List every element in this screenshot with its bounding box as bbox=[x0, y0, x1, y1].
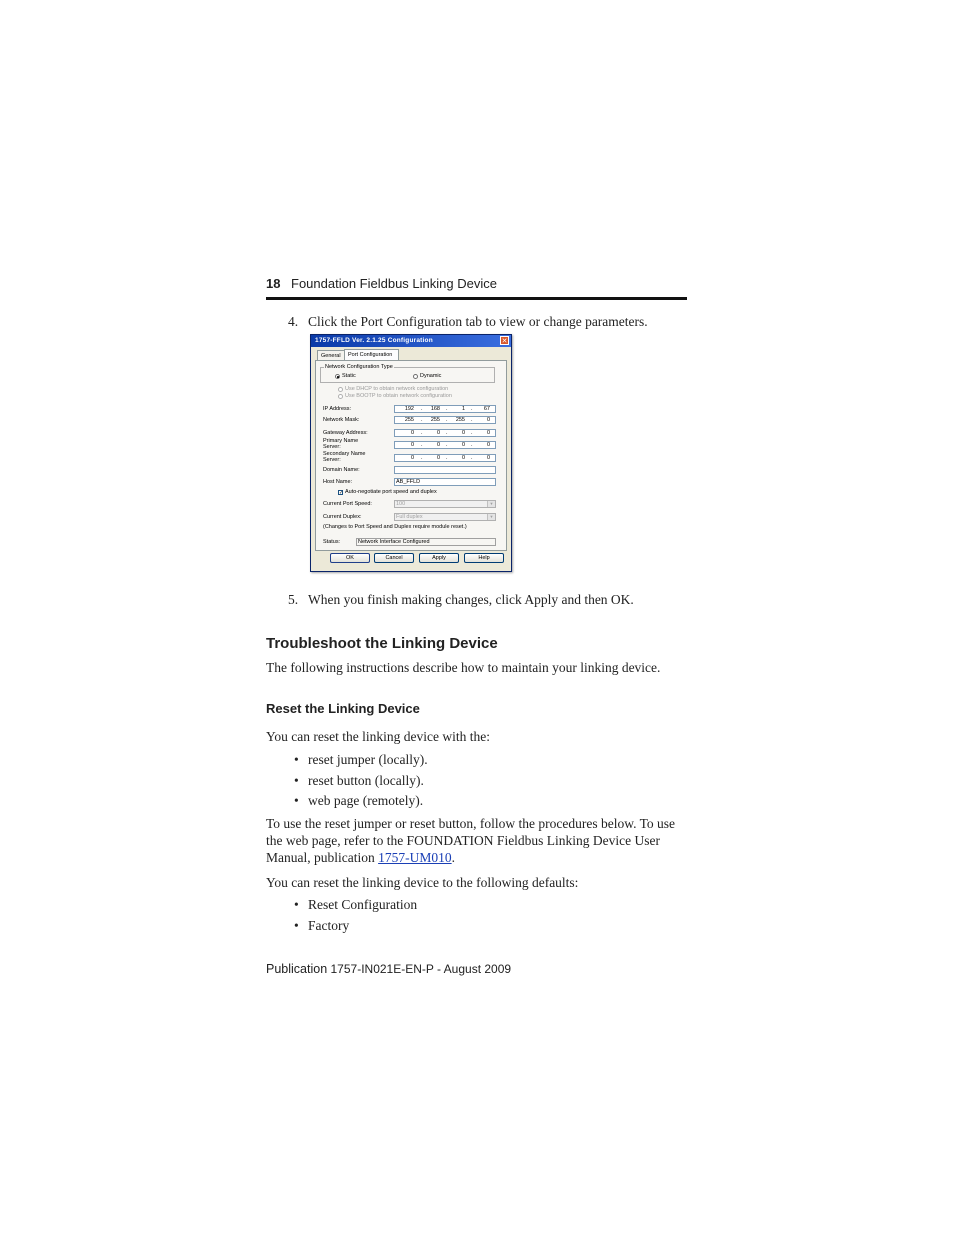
sdns-octet-1: 0 bbox=[410, 455, 414, 461]
reset-paragraph bbox=[266, 815, 691, 866]
help-button[interactable]: Help bbox=[464, 553, 504, 563]
network-type-group-label: Network Configuration Type bbox=[325, 364, 393, 370]
dhcp-label: Use DHCP to obtain network configuration bbox=[345, 386, 449, 392]
gw-octet-3: 0 bbox=[461, 430, 465, 436]
step-4-text: Click the Port Configuration tab to view or change parameters. bbox=[308, 314, 648, 329]
pdns-octet-1: 0 bbox=[410, 442, 414, 448]
secondary-dns-field[interactable]: 0 . 0 . 0 . 0 bbox=[394, 454, 496, 462]
reset-intro: You can reset the linking device with the: bbox=[266, 729, 490, 744]
primary-dns-label-line2: Server: bbox=[323, 443, 341, 450]
host-name-label: Host Name: bbox=[323, 479, 353, 485]
duplex-label: Current Duplex: bbox=[323, 514, 362, 520]
bootp-radio[interactable] bbox=[338, 394, 343, 399]
port-speed-select[interactable] bbox=[394, 500, 496, 508]
step-5 bbox=[288, 591, 634, 608]
user-manual-link[interactable]: 1757-UM010 bbox=[378, 850, 452, 865]
primary-dns-label bbox=[323, 439, 358, 450]
chevron-down-icon: ▼ bbox=[487, 514, 495, 520]
section-intro: The following instructions describe how to maintain your linking device. bbox=[266, 660, 661, 675]
reset-paragraph-end: . bbox=[451, 850, 455, 865]
reset-note: (Changes to Port Speed and Duplex require module reset.) bbox=[323, 524, 467, 530]
primary-dns-label-line1: Primary Name bbox=[323, 438, 359, 444]
cancel-button[interactable]: Cancel bbox=[374, 553, 414, 563]
mask-octet-3: 255 bbox=[455, 417, 465, 423]
reset-paragraph-text: To use the reset jumper or reset button, follow the procedures below. To use the web page, refer to the FOUNDATION Fieldbus Linking Device User Manual, publication bbox=[266, 816, 676, 865]
list-item: • reset jumper (locally). bbox=[294, 751, 428, 772]
list-item: • Reset Configuration bbox=[294, 896, 417, 917]
header-rule bbox=[266, 297, 687, 300]
mask-octet-1: 255 bbox=[404, 417, 414, 423]
dynamic-radio[interactable] bbox=[413, 374, 418, 379]
ip-address-label: IP Address: bbox=[323, 406, 352, 412]
gw-octet-2: 0 bbox=[436, 430, 440, 436]
mask-octet-2: 255 bbox=[430, 417, 440, 423]
static-radio[interactable] bbox=[335, 374, 340, 379]
defaults-intro: You can reset the linking device to the following defaults: bbox=[266, 875, 579, 890]
pdns-octet-2: 0 bbox=[436, 442, 440, 448]
domain-name-input[interactable] bbox=[394, 466, 496, 474]
list-item: • reset button (locally). bbox=[294, 772, 428, 793]
ok-button[interactable]: OK bbox=[330, 553, 370, 563]
subsection-title: Reset the Linking Device bbox=[266, 701, 420, 716]
reset-methods-list bbox=[294, 751, 428, 813]
gateway-field[interactable]: 0 . 0 . 0 . 0 bbox=[394, 429, 496, 437]
list-item: • Factory bbox=[294, 917, 417, 938]
pdns-octet-4: 0 bbox=[486, 442, 490, 448]
ip-octet-1: 192 bbox=[404, 406, 414, 412]
dialog-titlebar bbox=[311, 335, 511, 347]
defaults-list bbox=[294, 896, 417, 937]
publication-id: 1757-IN021E-EN-P - August 2009 bbox=[330, 962, 512, 976]
primary-dns-field[interactable]: 0 . 0 . 0 . 0 bbox=[394, 441, 496, 449]
ip-address-field[interactable]: 192 . 168 . 1 . 67 bbox=[394, 405, 496, 413]
mask-octet-4: 0 bbox=[486, 417, 490, 423]
configuration-dialog bbox=[310, 334, 512, 572]
auto-negotiate-label: Auto-negotiate port speed and duplex bbox=[345, 489, 437, 495]
host-name-input[interactable]: AB_FFLD bbox=[394, 478, 496, 486]
chevron-down-icon: ▼ bbox=[487, 501, 495, 507]
status-field: Network Interface Configured bbox=[356, 538, 496, 546]
tab-port-configuration[interactable]: Port Configuration bbox=[344, 349, 399, 360]
pdns-octet-3: 0 bbox=[461, 442, 465, 448]
port-speed-value: 100 bbox=[396, 501, 406, 507]
secondary-dns-label-line2: Server: bbox=[323, 456, 341, 463]
auto-negotiate-checkbox[interactable]: ✓ bbox=[339, 490, 344, 496]
duplex-select[interactable] bbox=[394, 513, 496, 521]
dhcp-radio[interactable] bbox=[338, 387, 343, 392]
section-title: Troubleshoot the Linking Device bbox=[266, 635, 498, 652]
gw-octet-1: 0 bbox=[410, 430, 414, 436]
step-4 bbox=[288, 313, 648, 330]
gw-octet-4: 0 bbox=[486, 430, 490, 436]
domain-name-label: Domain Name: bbox=[323, 467, 360, 473]
network-mask-label: Network Mask: bbox=[323, 417, 360, 423]
secondary-dns-label bbox=[323, 452, 366, 463]
status-label: Status: bbox=[323, 539, 341, 545]
network-mask-field[interactable]: 255 . 255 . 255 . 0 bbox=[394, 416, 496, 424]
list-item: • web page (remotely). bbox=[294, 792, 428, 813]
step-4-number: 4. bbox=[288, 314, 299, 329]
static-label: Static bbox=[342, 373, 356, 379]
duplex-value: Full duplex bbox=[396, 514, 423, 520]
dialog-title: 1757-FFLD Ver. 2.1.25 Configuration bbox=[315, 337, 433, 344]
step-5-text: When you finish making changes, click Apply and then OK. bbox=[308, 592, 634, 607]
header-title: Foundation Fieldbus Linking Device bbox=[291, 276, 497, 291]
dynamic-label: Dynamic bbox=[420, 373, 442, 379]
sdns-octet-4: 0 bbox=[486, 455, 490, 461]
ip-octet-2: 168 bbox=[430, 406, 440, 412]
page-number: 18 bbox=[266, 276, 281, 291]
bootp-label: Use BOOTP to obtain network configuration bbox=[345, 393, 452, 399]
sdns-octet-2: 0 bbox=[436, 455, 440, 461]
step-5-number: 5. bbox=[288, 592, 299, 607]
tab-general[interactable]: General bbox=[317, 350, 345, 360]
footer bbox=[266, 962, 511, 976]
port-configuration-panel bbox=[315, 360, 507, 551]
gateway-label: Gateway Address: bbox=[323, 430, 368, 436]
close-button[interactable]: ✕ bbox=[501, 338, 508, 345]
secondary-dns-label-line1: Secondary Name bbox=[323, 451, 366, 457]
apply-button[interactable]: Apply bbox=[419, 553, 459, 563]
port-speed-label: Current Port Speed: bbox=[323, 501, 372, 507]
publication-label: Publication bbox=[266, 962, 328, 976]
ip-octet-4: 67 bbox=[483, 406, 490, 412]
ip-octet-3: 1 bbox=[461, 406, 465, 412]
sdns-octet-3: 0 bbox=[461, 455, 465, 461]
